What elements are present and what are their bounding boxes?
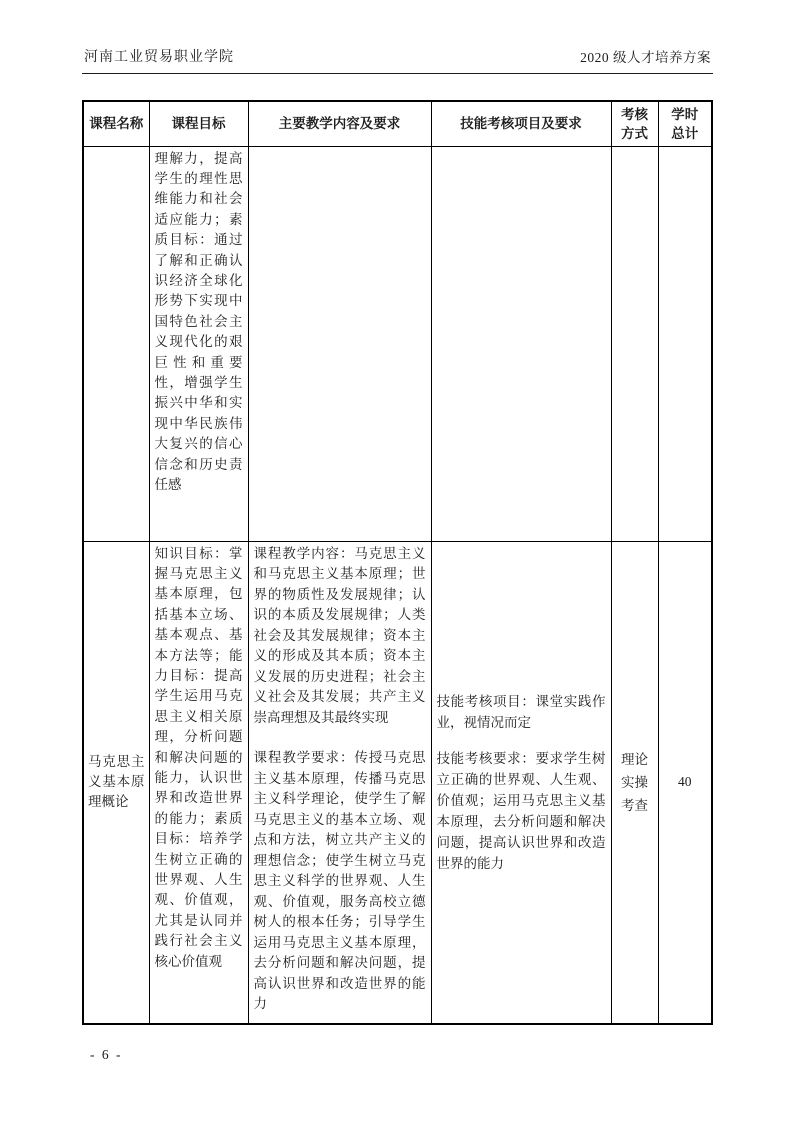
page-header (82, 46, 713, 74)
page-footer (82, 1047, 713, 1063)
cell-course-name: 马克思主义基本原理概论 (83, 541, 149, 1024)
cell-teaching-content (248, 146, 431, 541)
cell-assessment-method (611, 146, 658, 541)
col-header-course-name: 课程名称 (83, 101, 149, 146)
table-header-row (83, 101, 712, 146)
col-header-assessment-method: 考核方式 (611, 101, 658, 146)
cell-course-objectives: 理解力，提高学生的理性思维能力和社会适应能力；素质目标：通过了解和正确认识经济全球化形势下实现中国特色社会主义现代化的艰巨性和重要性，增强学生振兴中华和实现中华民族伟大复兴的信心信念和历史责任感 (149, 146, 248, 541)
cell-skill-assessment (431, 146, 611, 541)
skill-requirements-paragraph: 技能考核要求：要求学生树立正确的世界观、人生观、价值观；运用马克思主义基本原理，去分析问题和解决问题，提高认识世界和改造世界的能力 (436, 750, 606, 871)
header-plan-title: 2020 级人才培养方案 (580, 50, 711, 65)
table-row-continuation (83, 146, 712, 541)
cell-assessment-method: 理论实操考查 (611, 541, 658, 1024)
table-row-course (83, 541, 712, 1024)
header-school-name: 河南工业贸易职业学院 (84, 50, 234, 65)
cell-course-name (83, 146, 149, 541)
col-header-total-hours: 学时总计 (658, 101, 712, 146)
teaching-content-paragraph: 课程教学内容：马克思主义和马克思主义基本原理；世界的物质性及发展规律；认识的本质及发展规律；人类社会及其发展规律；资本主义的形成及其本质；资本主义发展的历史进程；社会主义社会及其发展；共产主义崇高理想及其最终实现 (253, 545, 426, 725)
col-header-skill-assessment: 技能考核项目及要求 (431, 101, 611, 146)
cell-course-objectives: 知识目标：掌握马克思主义基本原理，包括基本立场、基本观点、基本方法等；能力目标：提高学生运用马克思主义相关原理，分析问题和解决问题的能力，认识世界和改造世界的能力；素质目标：培养学生树立正确的世界观、人生观、价值观，尤其是认同并践行社会主义核心价值观 (149, 541, 248, 1024)
skill-project-paragraph: 技能考核项目：课堂实践作业，视情况而定 (436, 693, 606, 730)
page-number: - 6 - (90, 1047, 123, 1062)
course-table (82, 100, 713, 1025)
cell-total-hours: 40 (658, 541, 712, 1024)
cell-skill-assessment (431, 541, 611, 1024)
cell-teaching-content (248, 541, 431, 1024)
col-header-teaching-content: 主要教学内容及要求 (248, 101, 431, 146)
cell-total-hours (658, 146, 712, 541)
col-header-course-objectives: 课程目标 (149, 101, 248, 146)
teaching-requirements-paragraph: 课程教学要求：传授马克思主义基本原理，传播马克思主义科学理论，使学生了解马克思主义的基本立场、观点和方法，树立共产主义的理想信念；使学生树立马克思主义科学的世界观、人生观、价值观，服务高校立德树人的根本任务；引导学生运用马克思主义基本原理，去分析问题和解决问题，提高认识世界和改造世界的能力 (253, 750, 426, 1011)
